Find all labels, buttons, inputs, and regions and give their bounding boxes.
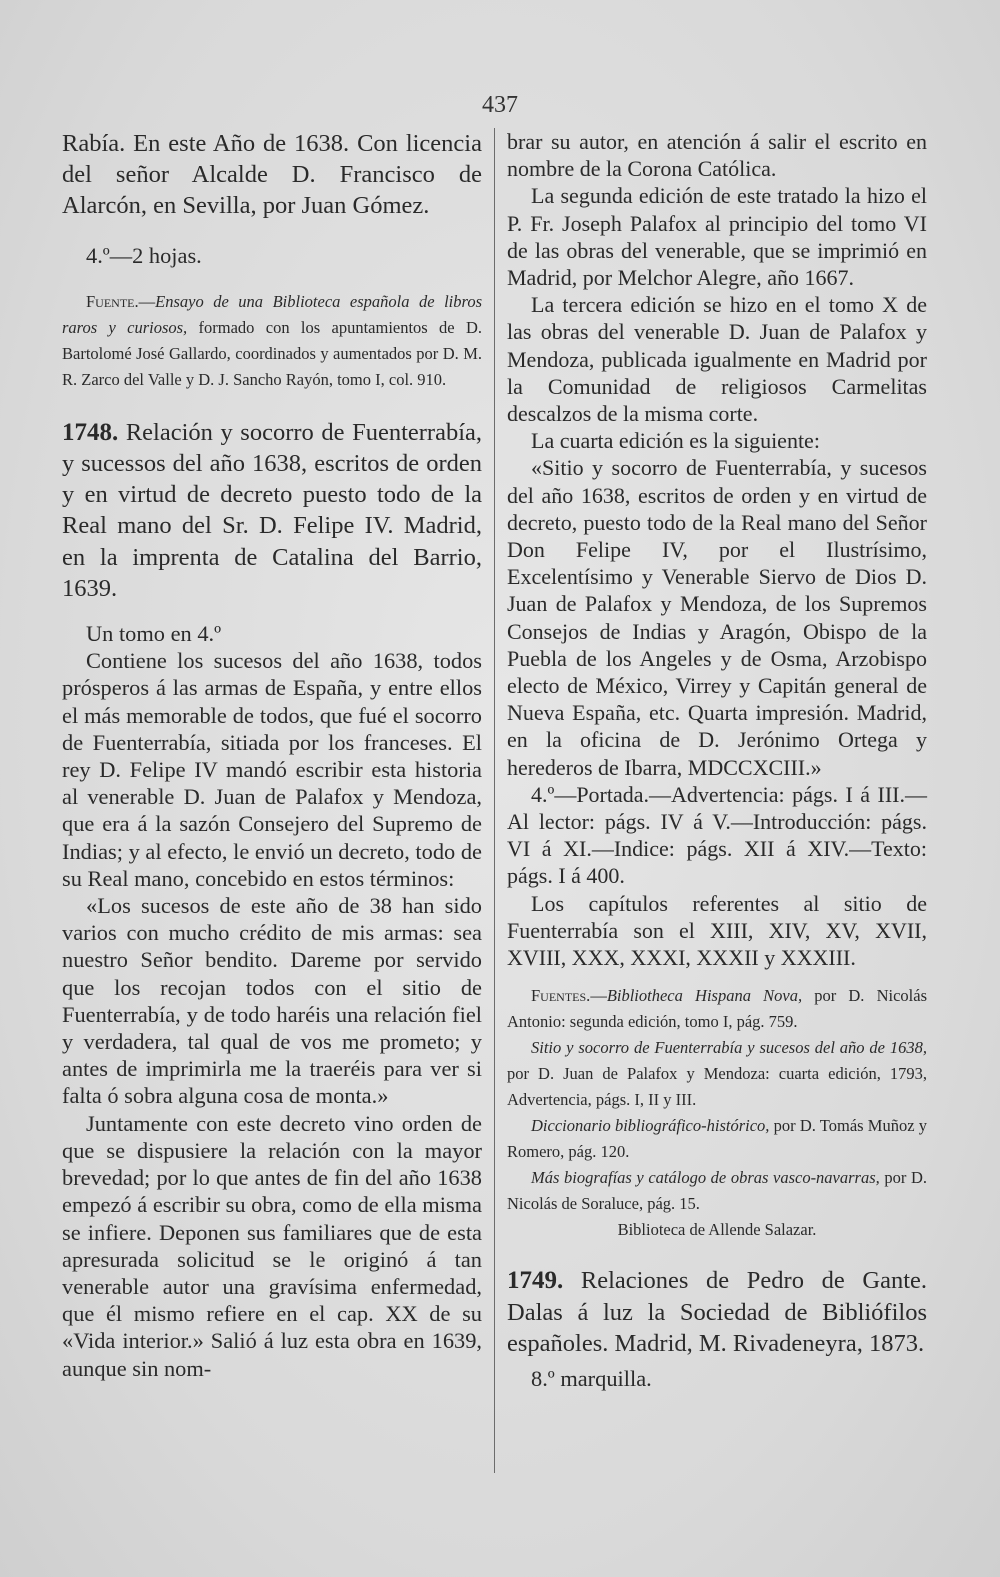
entry-number: 1749.: [507, 1267, 564, 1295]
second-edition: La segunda edición de este tratado la hizo el P. Fr. Joseph Palafox al principio del tomo VI de las obras del venerable, que se imprimió en Madrid, por Melchor Alegre, año 1667.: [507, 183, 927, 291]
sources-label: Fuentes.: [531, 986, 591, 1006]
source-1-details: por D. Nicolás Antonio: segunda edición, tomo I, pág. 759.: [507, 986, 927, 1032]
source-4-details: por D. Nicolás de Soraluce, pág. 15.: [507, 1168, 927, 1214]
royal-decree-quote: «Los sucesos de este año de 38 han sido varios con mucho crédito de mis armas: sea nuestro Señor bendito. Dareme por servido que los recojan todos con el sitio de Fuenterrabía, y de todo haréis una relación fiel y verdadera, tal qual de vos me prometo; y antes de imprimirla me la traeréis para ver si falta ó sobra alguna cosa de monta.»: [62, 893, 482, 1109]
third-edition: La tercera edición se hizo en el tomo X de las obras del venerable D. Juan de Palafox y Mendoza, publicada igualmente en Madrid por la Comunidad de religiosos Carmelitas descalzos de la misma corte.: [507, 292, 927, 427]
format-line: 8.º marquilla.: [531, 1365, 652, 1391]
intro-paragraph: Rabía. En este Año de 1638. Con licencia del señor Alcalde D. Francisco de Alarcón, en Sevilla, por Juan Gómez.: [62, 130, 482, 220]
source-2-details: por D. Juan de Palafox y Mendoza: cuarta edición, 1793, Advertencia, págs. I, II y III.: [507, 1064, 927, 1110]
left-column: [62, 128, 482, 1382]
volume-line: Un tomo en 4.º: [86, 621, 222, 647]
fourth-edition-intro: La cuarta edición es la siguiente:: [531, 428, 820, 454]
entry-1748: [62, 417, 482, 604]
page-number: 437: [482, 92, 518, 118]
paragraph-history: Juntamente con este decreto vino orden de que se dispusiere la relación con la mayor brevedad; por lo que antes de fin del año 1638 empezó á escribir su obra, como de ella misma se infiere. Deponen sus familiares que de esta apresurada solicitud se le originó á tan venerable autor una gravísima enfermedad, que él mismo refiere en el cap. XX de su «Vida interior.» Salió á luz esta obra en 1639, aunque sin nom-: [62, 1110, 482, 1381]
source-4-title: Más biografías y catálogo de obras vasco-navarras,: [531, 1168, 880, 1188]
source-1-title: Bibliotheca Hispana Nova,: [606, 986, 803, 1006]
paragraph-contents: Contiene los sucesos del año 1638, todos prósperos á las armas de España, y entre ellos el más memorable de todos, que fué el socorro de Fuenterrabía, sitiada por los franceses. El rey D. Felipe IV mandó escribir esta historia al venerable D. Juan de Palafox y Mendoza, que era á la sazón Consejero del Supremo de Indias; y al efecto, le envió un decreto, todo de su Real mano, concebido en estos términos:: [62, 648, 482, 891]
sources-2: [507, 1035, 927, 1113]
sources-4: [507, 1165, 927, 1217]
entry-text: Relación y socorro de Fuenterrabía, y sucessos del año 1638, escritos de orden y en virtud de decreto puesto todo de la Real mano del Sr. D. Felipe IV. Madrid, en la imprenta de Catalina del Barrio, 1639.: [62, 418, 482, 602]
library-line: Biblioteca de Allende Salazar.: [617, 1220, 817, 1240]
sources-1: Fuentes.—Bibliotheca Hispana Nova, por D. Nicolás Antonio: segunda edición, tomo I, pág. 759.: [507, 986, 927, 1032]
source-label: Fuente.: [86, 291, 139, 311]
fourth-edition-description: 4.º—Portada.—Advertencia: págs. I á III.—Al lector: págs. IV á V.—Introducción: págs. VI á XI.—Indice: págs. XII á XIV.—Texto: págs. I á 400.: [507, 781, 927, 889]
source-2-title: Sitio y socorro de Fuenterrabía y sucesos del año de 1638,: [531, 1038, 927, 1058]
fourth-edition-title: «Sitio y socorro de Fuenterrabía, y sucesos del año 1638, escritos de orden y en virtud de decreto, puesto todo de la Real mano del Señor Don Felipe IV, por el Ilustrísimo, Excelentísimo y Venerable Siervo de Dios D. Juan de Palafox y Mendoza, de los Supremos Consejos de Indias y Aragón, Obispo de la Puebla de los Angeles y de Osma, Arzobispo electo de México, Virrey y Capitán general de Nueva España, etc. Quarta impresión. Madrid, en la oficina de D. Jerónimo Ortega y herederos de Ibarra, MDCCXCIII.»: [507, 455, 927, 780]
sources-3: [507, 1113, 927, 1165]
source-3-details: por D. Tomás Muñoz y Romero, pág. 120.: [507, 1116, 927, 1162]
entry-1749: [507, 1265, 927, 1359]
entry-text: Relaciones de Pedro de Gante. Dalas á luz la Sociedad de Bibliófilos españoles. Madrid, M. Rivadeneyra, 1873.: [507, 1267, 927, 1357]
right-column: [507, 128, 927, 1392]
chapters-paragraph: Los capítulos referentes al sitio de Fuenterrabía son el XIII, XIV, XV, XVII, XVIII, XXX, XXXI, XXXII y XXXIII.: [507, 890, 927, 971]
source-note: Fuente.—Ensayo de una Biblioteca española de libros raros y curiosos, formado con los apuntamientos de D. Bartolomé José Gallardo, coordinados y aumentados por D. M. R. Zarco del Valle y D. J. Sancho Rayón, tomo I, col. 910.: [62, 291, 483, 389]
column-divider: [494, 128, 495, 1473]
source-title: Ensayo de una Biblioteca española de libros raros y curiosos,: [62, 291, 482, 337]
source-details: formado con los apuntamientos de D. Bartolomé José Gallardo, coordinados y aumentados por D. M. R. Zarco del Valle y D. J. Sancho Rayón, tomo I, col. 910.: [62, 317, 483, 389]
continuation-paragraph: brar su autor, en atención á salir el escrito en nombre de la Corona Católica.: [507, 129, 927, 182]
source-3-title: Diccionario bibliográfico-histórico,: [531, 1116, 770, 1136]
format-line: 4.º—2 hojas.: [86, 242, 202, 268]
entry-number: 1748.: [62, 418, 119, 446]
